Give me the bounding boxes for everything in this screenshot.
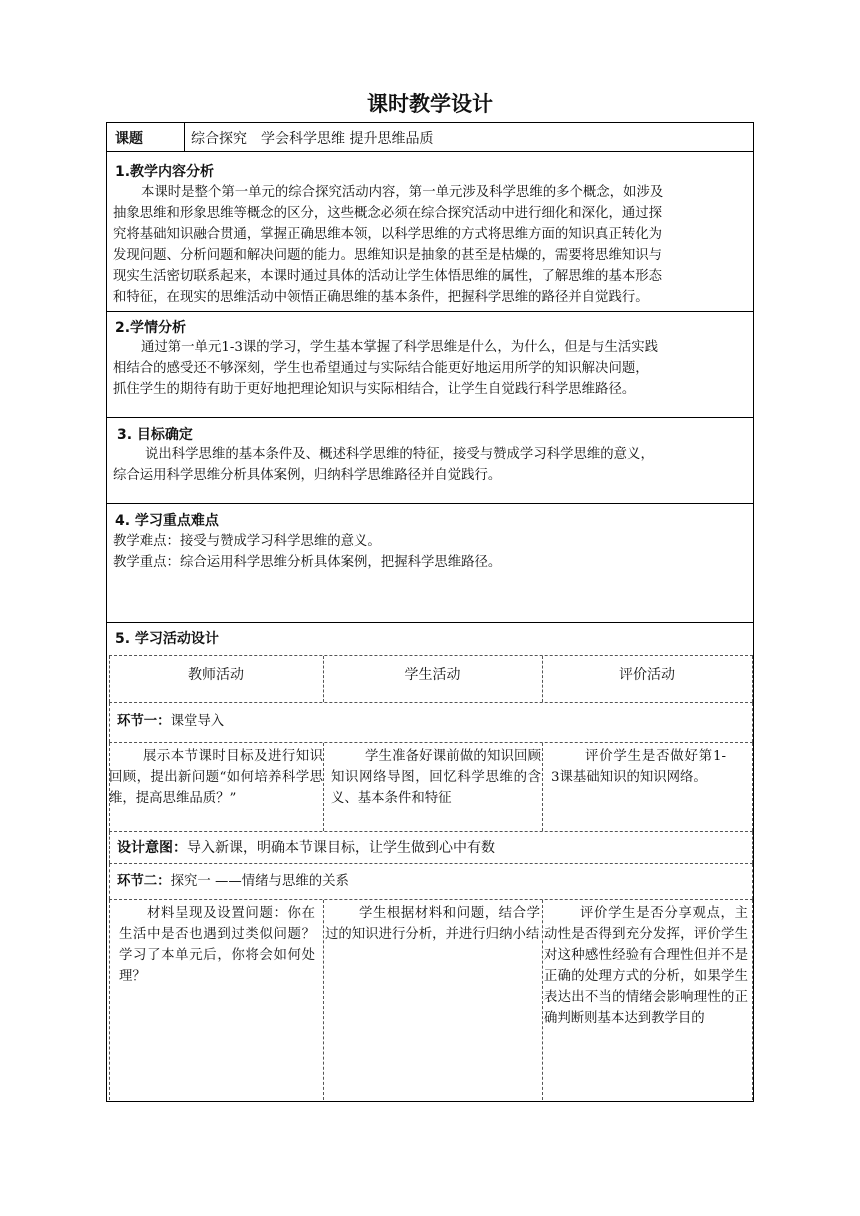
section-content-analysis	[107, 151, 753, 311]
text-line: 相结合的感受还不够深刻，学生也希望通过与实际结合能更好地运用所学的知识解决问题，	[113, 361, 649, 376]
text-line: 究将基础知识融合贯通，掌握正确思维本领，以科学思维的方式将思维方面的知识真正转化为	[113, 227, 663, 242]
teacher-activity: 材料呈现及设置问题：你在生活中是否也遇到过类似问题？学习了本单元后，你将会如何处理？	[119, 906, 315, 984]
design-intent-label: 设计意图：	[117, 840, 187, 856]
column-header-teacher: 教师活动	[188, 667, 244, 683]
section-body	[113, 531, 749, 573]
section-body	[113, 444, 749, 486]
section-objectives	[107, 417, 753, 503]
section-heading: 2.学情分析	[115, 320, 187, 336]
section-body	[113, 182, 749, 308]
teacher-activity: 展示本节课时目标及进行知识回顾，提出新问题“如何培养科学思维，提高思维品质？”	[109, 749, 323, 806]
text-line: 发现问题、分析问题和解决问题的能力。思维知识是抽象的甚至是枯燥的，需要将思维知识与	[113, 248, 663, 263]
text-line: 说出科学思维的基本条件及、概述科学思维的特征，接受与赞成学习科学思维的意义，	[145, 447, 654, 462]
student-activity: 学生根据材料和问题，结合学过的知识进行分析，并进行归纳小结	[325, 906, 540, 942]
stage-label: 环节二：	[117, 874, 171, 889]
section-heading: 3. 目标确定	[117, 427, 193, 443]
section-key-points	[107, 503, 753, 622]
text-line: 通过第一单元1-3课的学习，学生基本掌握了科学思维是什么，为什么，但是与生活实践	[141, 340, 659, 355]
teaching-difficulty: 教学难点：接受与赞成学习科学思维的意义。	[113, 534, 381, 549]
topic-row	[107, 123, 753, 151]
stage-title: 课堂导入	[170, 714, 225, 729]
section-heading: 4. 学习重点难点	[115, 513, 219, 529]
stage-one-content-row	[109, 742, 753, 831]
text-line: 现实生活密切联系起来，本课时通过具体的活动让学生体悟思维的属性，了解思维的基本形态	[113, 269, 663, 284]
evaluation-activity: 评价学生是否分享观点，主动性是否得到充分发挥，评价学生对这种感性经验有合理性但并不是正确的处理方式的分析，如果学生表达出不当的情绪会影响理性的正确判断则基本达到教学目的	[544, 906, 748, 1026]
stage-title: 探究一 ——情绪与思维的关系	[170, 874, 349, 889]
section-body	[113, 337, 749, 400]
column-header-evaluation: 评价活动	[619, 667, 675, 683]
text-line: 综合运用科学思维分析具体案例，归纳科学思维路径并自觉践行。	[113, 468, 502, 483]
topic-label: 课题	[115, 131, 143, 147]
text-line: 和特征，在现实的思维活动中领悟正确思维的基本条件，把握科学思维的路径并自觉践行。	[113, 290, 649, 305]
evaluation-activity: 评价学生是否做好第1-3课基础知识的知识网络。	[551, 749, 726, 785]
section-learner-analysis	[107, 311, 753, 417]
document-title: 课时教学设计	[367, 92, 493, 116]
stage-one-label-row	[109, 702, 753, 742]
design-intent-row	[109, 831, 753, 863]
student-activity: 学生准备好课前做的知识回顾知识网络导图，回忆科学思维的含义、基本条件和特征	[331, 749, 541, 806]
stage-two-label-row	[109, 863, 753, 899]
section-activity-design	[107, 622, 753, 1101]
teaching-key-point: 教学重点：综合运用科学思维分析具体案例，把握科学思维路径。	[113, 555, 502, 570]
text-line: 抽象思维和形象思维等概念的区分，这些概念必须在综合探究活动中进行细化和深化，通过探	[113, 206, 663, 221]
topic-divider	[184, 123, 185, 151]
stage-two-content-row	[109, 899, 753, 1100]
activity-header-row	[109, 655, 753, 702]
section-heading: 5. 学习活动设计	[115, 631, 219, 647]
lesson-design-table	[106, 122, 754, 1102]
section-heading: 1.教学内容分析	[115, 164, 215, 180]
text-line: 本课时是整个第一单元的综合探究活动内容，第一单元涉及科学思维的多个概念，如涉及	[141, 185, 664, 200]
column-header-student: 学生活动	[404, 667, 461, 683]
design-intent-text: 导入新课，明确本节课目标，让学生做到心中有数	[187, 840, 495, 856]
text-line: 抓住学生的期待有助于更好地把理论知识与实际相结合，让学生自觉践行科学思维路径。	[113, 382, 636, 397]
topic-value: 综合探究 学会科学思维 提升思维品质	[191, 131, 434, 147]
stage-label: 环节一：	[117, 714, 171, 729]
